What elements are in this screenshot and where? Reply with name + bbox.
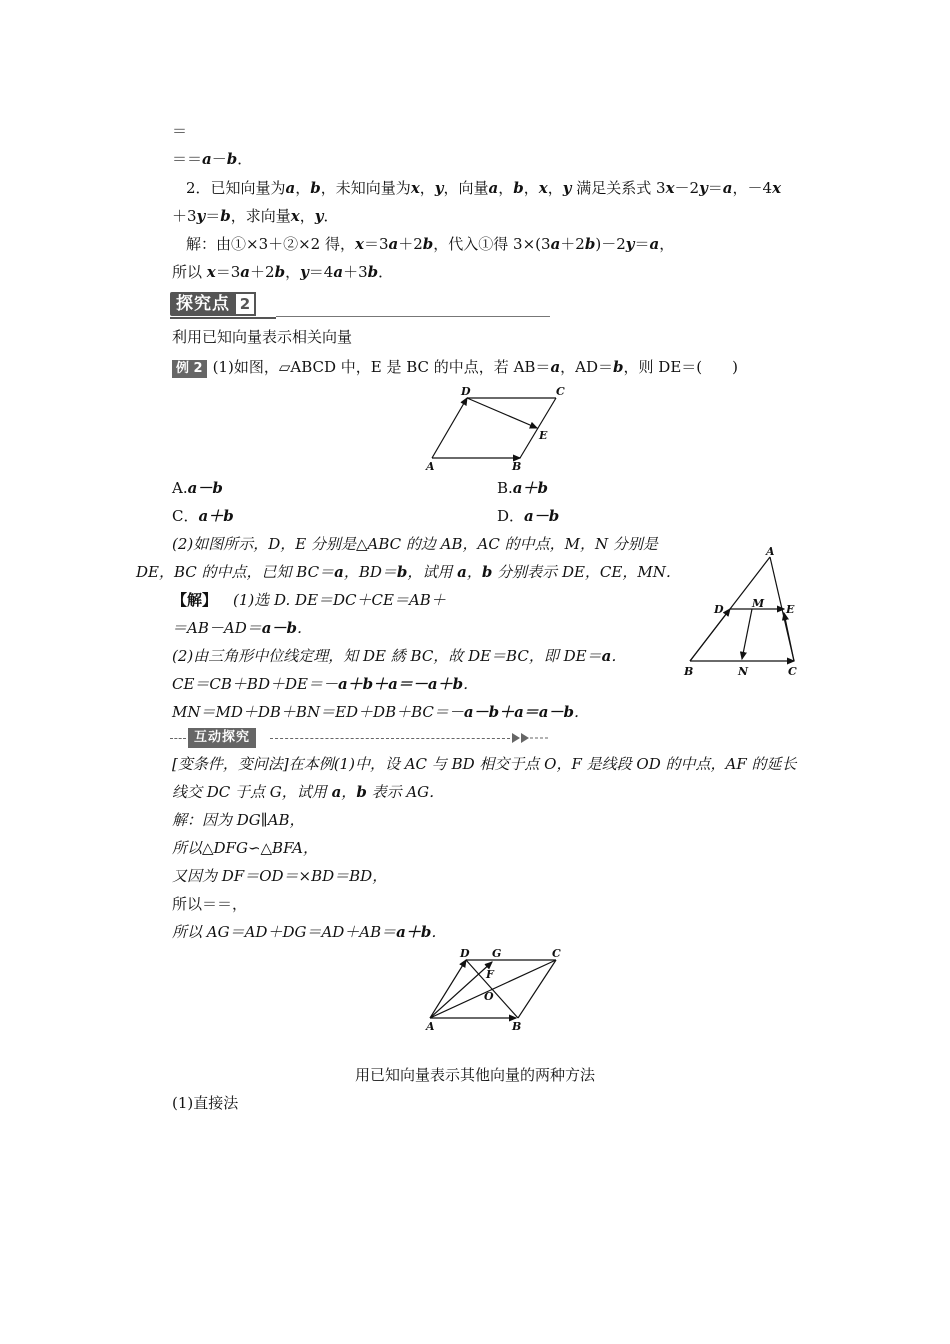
vector-ce (784, 613, 794, 661)
answer-line-5: MN＝MD＋DB＋BN＝ED＋DB＋BC＝－a－b＋a＝a－b． (172, 703, 590, 721)
label-c: C (788, 665, 797, 678)
section-badge-number: 2 (234, 292, 256, 316)
summary-item-1: (1)直接法 (172, 1094, 239, 1112)
label-a: A (426, 1020, 435, 1033)
label-e: E (539, 429, 548, 442)
label-b: B (512, 1020, 522, 1033)
variant-solution-line-1: 解：因为 DG∥AB， (172, 811, 305, 829)
label-n: N (738, 665, 749, 678)
eq-line-1: ＝ (172, 122, 188, 140)
arrow-right-icon (510, 732, 550, 744)
label-c: C (556, 385, 565, 398)
eq-line-2: ＝＝a－b． (172, 150, 253, 168)
variant-question-line-2: 线交 DC 于点 G，试用 a，b 表示 AG． (172, 783, 445, 801)
label-d: D (714, 603, 724, 616)
option-b[interactable]: B.a＋b (497, 479, 549, 497)
label-d: D (461, 385, 471, 398)
vector-bd (690, 609, 730, 661)
section-badge (170, 292, 256, 316)
label-c: C (552, 947, 561, 960)
header-dash-right (270, 738, 510, 739)
example-badge: 例 2 (172, 360, 207, 378)
problem-2-line-1: 2．已知向量为a，b，未知向量为x，y，向量a，b，x，y 满足关系式 3x－2y＝a，－4x (186, 179, 782, 197)
answer-line-2: ＝AB－AD＝a－b． (172, 619, 312, 637)
vector-ag (430, 962, 492, 1018)
label-o: O (484, 990, 494, 1003)
label-f: F (486, 968, 494, 981)
interactive-header (170, 728, 550, 748)
option-a[interactable]: A.a－b (172, 479, 223, 497)
answer-line-3: (2)由三角形中位线定理，知 DE 綉 BC，故 DE＝BC，即 DE＝a． (172, 647, 627, 665)
vector-ad (432, 398, 467, 458)
section-title: 利用已知向量表示相关向量 (172, 328, 353, 346)
variant-solution-line-5: 所以 AG＝AD＋DG＝AD＋AB＝a＋b． (172, 923, 447, 941)
section-badge-text: 探究点 (170, 292, 236, 316)
label-e: E (786, 603, 795, 616)
problem-2-line-2: ＋3y＝b，求向量x，y． (172, 207, 339, 225)
answer-line-4: CE＝CB＋BD＋DE＝－a＋b＋a＝－a＋b． (172, 675, 479, 693)
label-a: A (426, 460, 435, 473)
figure-parallelogram-2 (420, 946, 570, 1034)
variant-solution-line-4: 所以＝＝， (172, 895, 248, 913)
label-b: B (684, 665, 694, 678)
answer-line-1: 【解】 (1)选 D. DE＝DC＋CE＝AB＋ (172, 591, 446, 609)
header-dash-left (170, 738, 186, 739)
section-underline (170, 317, 276, 319)
edge-bc (520, 398, 556, 458)
label-b: B (512, 460, 522, 473)
example-2-question-2-line-1: (2)如图所示，D，E 分别是△ABC 的边 AB，AC 的中点，M，N 分别是 (172, 535, 658, 553)
interactive-label: 互动探究 (188, 728, 256, 748)
section-rule (276, 316, 550, 317)
figure-triangle (680, 545, 810, 680)
label-m: M (752, 597, 765, 610)
variant-solution-line-3: 又因为 DF＝OD＝×BD＝BD， (172, 867, 388, 885)
example-2-question-1: 例 2 (1)如图，▱ABCD 中，E 是 BC 的中点，若 AB＝a，AD＝b，则 DE＝( ) (172, 356, 738, 378)
solution-line-2: 所以 x＝3a＋2b，y＝4a＋3b． (172, 263, 394, 281)
summary-title: 用已知向量表示其他向量的两种方法 (354, 1066, 595, 1084)
variant-question-line-1: [变条件，变问法]在本例(1)中，设 AC 与 BD 相交于点 O，F 是线段 OD 的中点，AF 的延长 (172, 755, 797, 773)
option-d[interactable]: D．a－b (497, 507, 560, 525)
example-2-question-2-line-2: DE，BC 的中点，已知 BC＝a，BD＝b，试用 a，b 分别表示 DE，CE，MN． (136, 563, 681, 581)
figure-parallelogram-1 (420, 384, 570, 474)
label-d: D (460, 947, 470, 960)
variant-solution-line-2: 所以△DFG∽△BFA， (172, 839, 319, 857)
option-c[interactable]: C．a＋b (172, 507, 234, 525)
solution-line-1: 解：由①×3＋②×2 得，x＝3a＋2b，代入①得 3×(3a＋2b)－2y＝a， (186, 235, 675, 253)
vector-de (467, 398, 537, 428)
label-g: G (492, 947, 502, 960)
label-a: A (766, 545, 775, 558)
vector-mn (742, 609, 752, 659)
